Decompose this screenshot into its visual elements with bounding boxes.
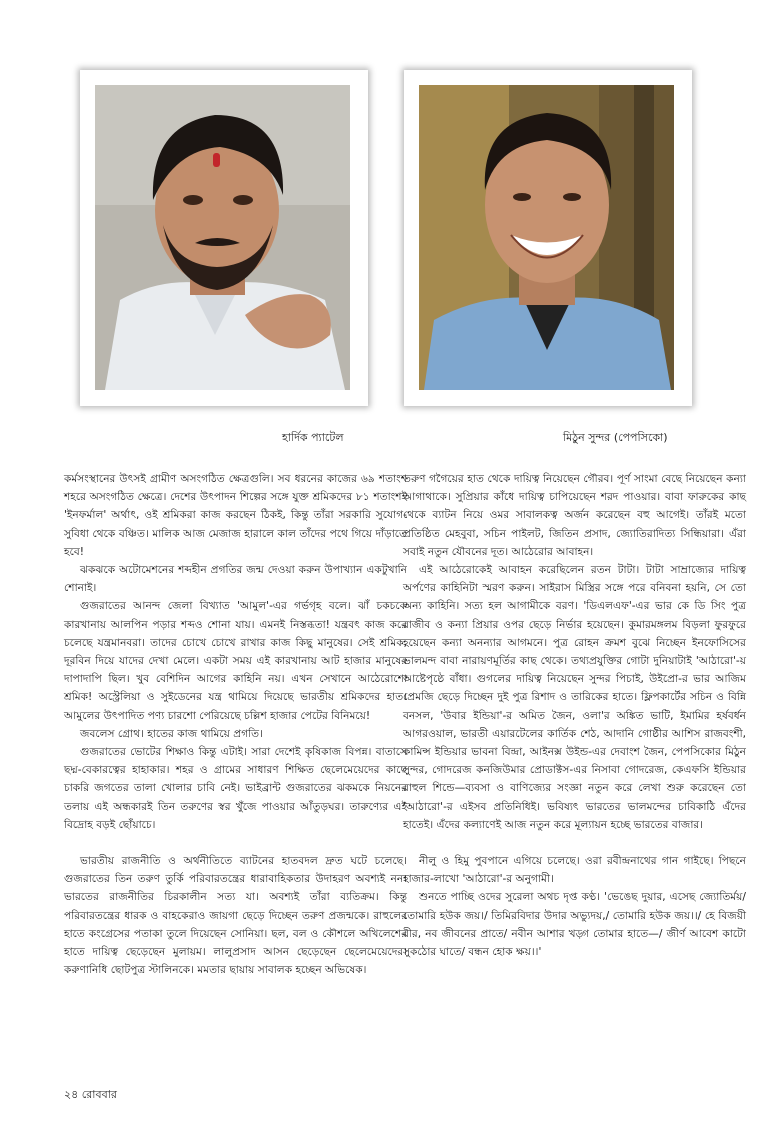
photo-caption-right: মিঠুন সুন্দর (পেপসিকো) <box>563 431 668 444</box>
portrait-illustration-left <box>95 85 350 390</box>
photo-card-hardik-patel <box>80 70 368 406</box>
portrait-illustration-right <box>419 85 674 390</box>
paragraph: ঝকঝকে অটোমেশনের শব্দহীন প্রগতির জন্ম দেওয়া করুন উপাখ্যান একটুখানি শোনাই। <box>64 564 407 595</box>
paragraph: কর্মসংস্থানের উৎসই গ্রামীণ অসংগঠিত ক্ষেত্রগুলি। সব ধরনের কাজের ৬৯ শতাংশ শহরে অসংগঠিত ক্ষেত্রে। দেশের উৎপাদন শিল্পের সঙ্গে যুক্ত শ্রমিকদের ৮১ শতাংশই 'ইনফর্মাল' অর্থাৎ, ওই শ্রমিকরা কাজ করছেন ঠিকই, কিন্তু তাঁরা সরকারি সুযোগ-সুবিধা থেকে বঞ্চিত। মালিক আজ মেজাজ হারালে কাল তাঁদের পথে গিয়ে দাঁড়াতে হবে! <box>64 473 407 558</box>
paragraph: তরুণ গগৈয়ের হাত থেকে দায়িত্ব নিয়েছেন গৌরব। পূর্ণ সাংমা বেছে নিয়েছেন কন্যা আগাথাকে। সুপ্রিয়ার কাঁধে দায়িত্ব চাপিয়েছেন শরদ পাওয়ার। বাবা ফারুকের কাছ থেকে ব্যাটন নিয়ে ওমর সাবালকত্ব অর্জন করেছেন বহু আগেই। তাঁরই মতো প্রতিষ্ঠিত মেহবুবা, সচিন পাইলট, জিতিন প্রসাদ, জ্যোতিরাদিত্য সিন্ধিয়ারা। এঁরা সবাই নতুন যৌবনের দূত। আঠেরোর আবাহন। <box>403 473 746 558</box>
paragraph: শুনতে পাচ্ছি ওদের সুরেলা অথচ দৃপ্ত কণ্ঠ। 'ভেঙেছ দুয়ার, এসেছ জ্যোতির্ময়/ তোমারি হউক জয়।/ তিমিরবিদার উদার অভ্যুদয়,/ তোমারি হউক জয়।।/ হে বিজয়ী বীর, নব জীবনের প্রাতে/ নবীন আশার খড়্গ তোমার হাতে—/ জীর্ণ আবেশ কাটো সুকঠোর ঘাতে/ বন্ধন হোক ক্ষয়।।' <box>403 891 746 959</box>
page-footer: ২৪ রোববার <box>64 1088 117 1101</box>
paragraph: জবলেস গ্রোথ। হাতের কাজ থামিয়ে প্রগতি। <box>80 727 263 740</box>
photo-card-mithun-sundar <box>404 70 692 406</box>
paragraph: নীলু ও হিমু পুবপানে এগিয়ে চলেছে। ওরা রবীন্দ্রনাথের গান গাইছে। পিছনে হাজার-লাখো 'আঠারো'-র অনুগামী। <box>403 855 746 886</box>
photo-hardik-patel <box>95 85 350 390</box>
photo-mithun-sundar <box>419 85 674 390</box>
paragraph: এই আঠেরোকেই আবাহন করেছিলেন রতন টাটা। টাটা সাম্রাজ্যের দায়িত্ব অর্পণের কাহিনিটা স্মরণ করুন। সাইরাস মিস্ত্রির সঙ্গে পরে বনিবনা হয়নি, সে তো অন্য কাহিনি। সত্য হল আগামীকে বরণ। 'ডিএলএফ'-এর ভার কে ডি সিং পুত্র রাজীব ও কন্যা প্রিয়ার ওপর ছেড়ে নির্ভার হয়েছেন। কুমারমঙ্গলম বিড়লা ফুরফুরে হয়েছেন কন্যা অনন্যার আগমনে। পুত্র রোহন ক্রমশ বুঝে নিচ্ছেন ইনফোসিসের ভালমন্দ বাবা নারায়ণমূর্তির কাছ থেকে। তথ্যপ্রযুক্তির গোটা দুনিয়াটাই 'আঠারো'-য় আষ্টেপৃষ্ঠে বাঁধা। গুগলের দায়িত্ব নিয়েছেন সুন্দর পিচাই, উইপ্রো-র ভার আজিম প্রেমজি ছেড়ে দিচ্ছেন দুই পুত্র রিশাদ ও তারিকের হাতে। ফ্লিপকার্টের সচিন ও বিন্নি বনসল, 'উবার ইন্ডিয়া'-র অমিত জৈন, ওলা'র অঙ্কিত ভাটি, ইমামির হর্ষবর্ধন আগরওয়াল, ভারতী এয়ারটেলের কার্তিক শেঠ, আদানি গোষ্ঠীর আশিস রাজবংশী, কামিন্স ইন্ডিয়ার ভাবনা বিন্দ্রা, আইনক্স উইন্ড-এর দেবাংশ জৈন, পেপসিকোর মিঠুন সুন্দর, গোদরেজ কনজিউমার প্রোডাক্টস-এর নিসাবা গোদরেজ, কেএফসি ইন্ডিয়ার রাহুল শিন্ডে—ব্যবসা ও বাণিজ্যের সংজ্ঞা নতুন করে লেখা শুরু করেছেন তো 'আঠারো'-র এইসব প্রতিনিধিই। ভবিষ্যৎ ভারতের ভালমন্দের চাবিকাঠি এঁদের হাতেই। এঁদের কল্যাণেই আজ নতুন করে মূল্যায়ন হচ্ছে ভারতের বাজার। <box>403 564 746 831</box>
paragraph: ভারতীয় রাজনীতি ও অর্থনীতিতে ব্যাটনের হাতবদল দ্রুত ঘটে চলেছে। গুজরাতের তিন তরুণ তুর্কি পরিবারতন্ত্রের ধারাবাহিকতার উদাহরণ অবশ্যই নন। ভারতের রাজনীতির চিরকালীন সত্য যা। অবশ্যই তাঁরা ব্যতিক্রম। কিন্তু পরিবারতন্ত্রের ধারক ও বাহকেরাও জায়গা ছেড়ে দিচ্ছেন তরুণ প্রজন্মকে। রাহুলের হাতে কংগ্রেসের পতাকা তুলে দিয়েছেন সোনিয়া। ছল, বল ও কৌশলে অখিলেশের হাতে দায়িত্ব ছেড়েছেন মুলায়ম। লালুপ্রসাদ আসন ছেড়েছেন ছেলেমেয়েদের। করুণানিধি ছোটপুত্র স্টালিনকে। মমতার ছায়ায় সাবালক হচ্ছেন অভিষেক। <box>64 855 407 977</box>
paragraph: গুজরাতের আনন্দ জেলা বিখ্যাত 'আমুল'-এর গর্ভগৃহ বলে। ঝাঁ চকচকে কারখানায় আলপিন পড়ার শব্দও শোনা যায়। এমনই নিস্তব্ধতা! যন্ত্রবৎ কাজ করে চলেছে যন্ত্রমানবরা। তাদের চোখে চোখে রাখার কাজ কিছু মানুষের। সেই শ্রমিক, দূরবিন দিয়ে যাদের দেখা মেলে। একটা সময় এই কারখানায় আট হাজার মানুষের দাপাদাপি ছিল। খুব বেশিদিন আগের কাহিনি নয়। এখন সেখানে আঠেরোশো শ্রমিক! অস্ট্রেলিয়া ও সুইডেনের যন্ত্র থামিয়ে দিয়েছে ভারতীয় শ্রমিকদের হাত। আমুলের উৎপাদিত পণ্য চারশো পেরিয়েছে চল্লিশ হাজার পেটের বিনিময়ে! <box>64 600 407 722</box>
photo-caption-left: হার্দিক প্যাটেল <box>282 431 344 444</box>
paragraph: গুজরাতের ভোটের শিক্ষাও কিন্তু এটাই। সারা দেশেই কৃষিকাজ বিপন্ন। বাতাসে ছদ্ম-বেকারত্বের হাহাকার। শহর ও গ্রামের সাধারণ শিক্ষিত ছেলেমেয়েদের কাছে চাকরি জগতের তালা খোলার চাবি নেই। ভাইব্রান্ট গুজরাতের ঝকমকে নিয়নের তলায় এই অন্ধকারই তিন তরুণের স্বর খুঁজে পাওয়ার আঁতুড়ঘর। তারুণ্যের এই বিদ্রোহ বড়ই ছোঁয়াচে। <box>64 746 407 831</box>
article-column-right <box>403 470 746 961</box>
article-column-left <box>64 470 407 979</box>
